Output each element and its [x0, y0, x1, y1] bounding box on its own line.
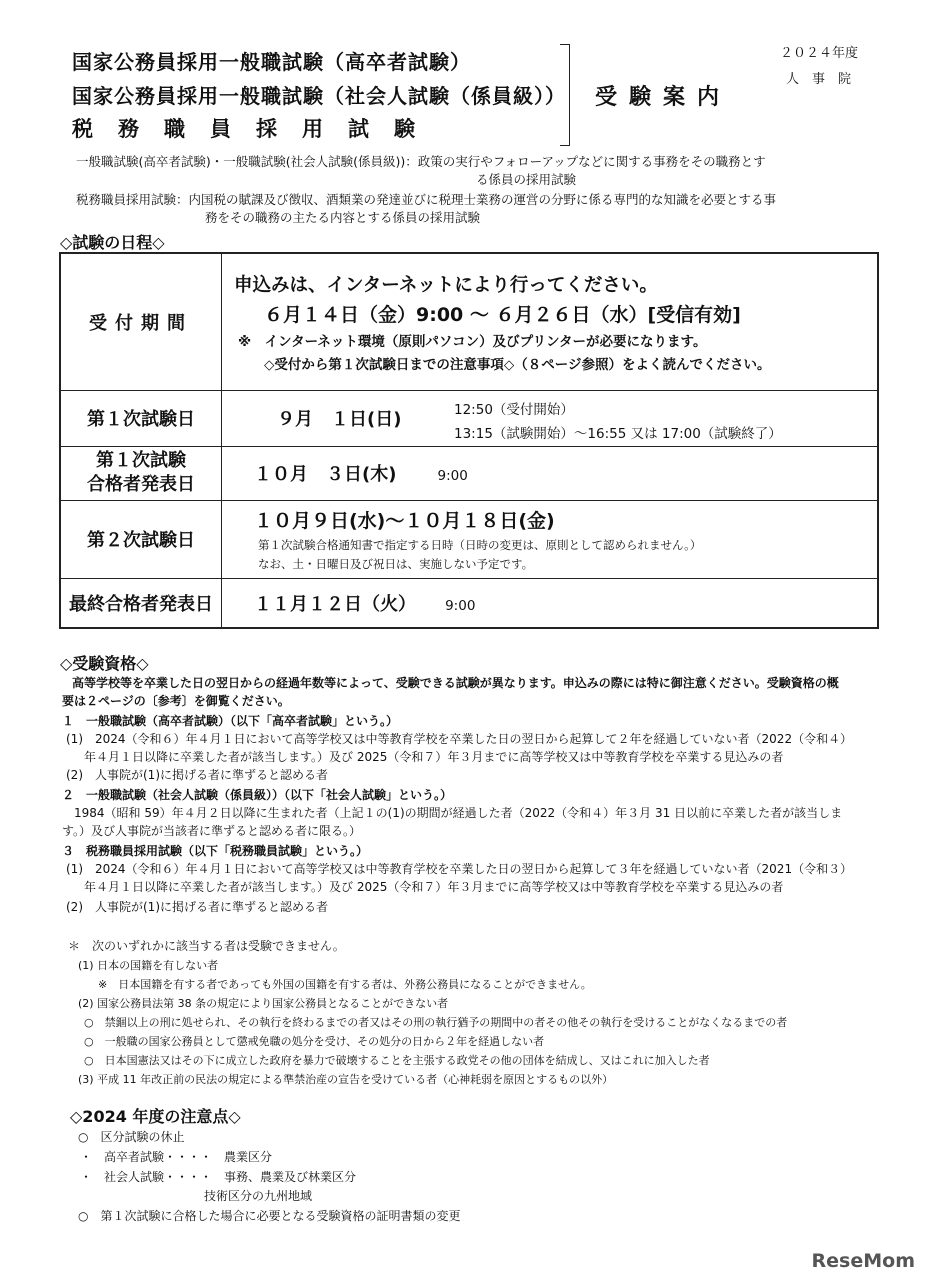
qualification-intro-1: 高等学校等を卒業した日の翌日からの経過年数等によって、受験できる試験が異なります。申込みの際には特に御注意ください。受験資格の概 [72, 676, 839, 690]
notes-line: ○ 区分試験の休止 [78, 1130, 185, 1144]
resemom-logo: ReseMom [811, 1250, 915, 1272]
application-instruction: 申込みは、インターネットにより行ってください。 [234, 274, 658, 296]
year-label: ２０２４年度 [780, 46, 859, 61]
second-exam-note-2: なお、土・日曜日及び祝日は、実施しない予定です。 [258, 557, 534, 571]
row-label: 第２次試験日 [60, 500, 222, 578]
qualification-line: (1) 2024（令和６）年４月１日において高等学校又は中等教育学校を卒業した日の翌日から起算して２年を経過していない者（2022（令和４） [66, 732, 853, 746]
title-line-2: 国家公務員採用一般職試験（社会人試験（係員級）） [72, 84, 566, 108]
ineligible-line: ○ 禁錮以上の刑に処せられ、その執行を終わるまでの者又はその刑の執行猶予の期間中の者その他その執行を受けることがなくなるまでの者 [84, 1016, 788, 1029]
qualification-line: す。）及び人事院が当該者に準ずると認める者に限る。） [62, 824, 362, 838]
qualification-line: (2) 人事院が(1)に掲げる者に準ずると認める者 [66, 900, 328, 914]
definition-1 [76, 153, 766, 170]
definition-2-cont: 務をその職務の主たる内容とする係員の採用試験 [205, 210, 481, 225]
row-content [222, 446, 879, 500]
ineligible-line: (1) 日本の国籍を有しない者 [78, 959, 219, 972]
schedule-row-second-exam [60, 500, 878, 578]
definition-2 [76, 191, 776, 208]
ineligible-line: ○ 日本国憲法又はその下に成立した政府を暴力で破壊することを主張する政党その他の団体を結成し、又はこれに加入した者 [84, 1054, 710, 1067]
definition-term: 税務職員採用試験： [76, 192, 189, 207]
qualification-intro-2: 要は２ページの〔参考〕を御覧ください。 [62, 694, 290, 708]
qualification-line: 1984（昭和 59）年４月２日以降に生まれた者（上記１の(1)の期間が経過した者（2022（令和４）年３月 31 日以前に卒業した者が該当しま [62, 806, 843, 820]
first-exam-date: ９月 １日(日) [277, 409, 402, 430]
qualification-heading: ◇受験資格◇ [60, 654, 149, 673]
ineligible-line: ＊ 次のいずれかに該当する者は受験できません。 [68, 939, 345, 953]
org-label: 人 事 院 [786, 72, 852, 87]
schedule-row-first-exam [60, 390, 878, 446]
ineligible-line: (2) 国家公務員法第 38 条の規定により国家公務員となることができない者 [78, 997, 449, 1010]
ineligible-line: ○ 一般職の国家公務員として懲戒免職の処分を受け、その処分の日から２年を経過しない者 [84, 1035, 545, 1048]
application-requirement: ※ インターネット環境（原則パソコン）及びプリンターが必要になります。 [238, 333, 707, 350]
notes-line: 技術区分の九州地域 [204, 1189, 313, 1203]
title-line-3: 税務職員採用試験 [72, 117, 440, 141]
definition-text: 政策の実行やフォローアップなどに関する事務をその職務とす [417, 154, 766, 169]
row-label: 第１次試験 合格者発表日 [60, 446, 222, 500]
qualification-line: ３ 税務職員採用試験（以下「税務職員試験」という。） [62, 844, 369, 858]
definition-term: 一般職試験(高卒者試験)・一般職試験(社会人試験(係員級))： [76, 154, 418, 169]
ineligible-line: ※ 日本国籍を有する者であっても外国の国籍を有する者は、外務公務員になることができません。 [98, 978, 592, 991]
qualification-line: ２ 一般職試験（社会人試験（係員級））（以下「社会人試験」という。） [62, 788, 453, 802]
first-exam-time-1: 12:50（受付開始） [454, 401, 574, 418]
second-exam-date: １０月９日(水)～１０月１８日(金) [254, 510, 555, 532]
final-result-time: 9:00 [445, 597, 476, 614]
definition-1-cont: る係員の採用試験 [476, 172, 577, 187]
qualification-line: (1) 2024（令和６）年４月１日において高等学校又は中等教育学校を卒業した日の翌日から起算して３年を経過していない者（2021（令和３） [66, 862, 853, 876]
qualification-line: 年４月１日以降に卒業した者が該当します。）及び 2025（令和７）年３月までに高等学校又は中等教育学校を卒業する見込みの者 [72, 880, 784, 894]
guide-title: 受験案内 [595, 85, 732, 110]
ineligible-line: (3) 平成 11 年改正前の民法の規定による準禁治産の宣告を受けている者（心神耗弱を原因とするもの以外） [78, 1073, 614, 1086]
notes-line: ○ 第１次試験に合格した場合に必要となる受験資格の証明書類の変更 [78, 1209, 461, 1223]
notes-line: ・ 高卒者試験・・・・ 農業区分 [80, 1150, 273, 1164]
row-label: 第１次試験日 [60, 390, 222, 446]
qualification-line: １ 一般職試験（高卒者試験）（以下「高卒者試験」という。） [62, 714, 399, 728]
schedule-row-first-result [60, 446, 878, 500]
schedule-row-final-result [60, 578, 878, 628]
row-content [222, 500, 879, 578]
row-label: 最終合格者発表日 [60, 578, 222, 628]
definition-text: 内国税の賦課及び徴収、酒類業の発達並びに税理士業務の運営の分野に係る専門的な知識を必要とする事 [188, 192, 777, 207]
row-content [222, 253, 879, 390]
title-bracket [560, 44, 570, 146]
row-content [222, 390, 879, 446]
first-exam-time-2: 13:15（試験開始）～16:55 又は 17:00（試験終了） [454, 425, 782, 442]
first-result-date: １０月 ３日(木) [254, 464, 397, 485]
second-exam-note-1: 第１次試験合格通知書で指定する日時（日時の変更は、原則として認められません。） [258, 538, 702, 552]
row-label: 受付期間 [60, 253, 222, 390]
schedule-row-application [60, 253, 878, 390]
notes-heading: ◇2024 年度の注意点◇ [70, 1107, 241, 1126]
application-period: ６月１４日（金）9:00 ～ ６月２６日（水）[受信有効] [264, 303, 741, 326]
title-line-1: 国家公務員採用一般職試験（高卒者試験） [72, 50, 471, 74]
final-result-date: １１月１２日（火） [254, 593, 416, 615]
notes-line: ・ 社会人試験・・・・ 事務、農業及び林業区分 [80, 1170, 357, 1184]
qualification-line: 年４月１日以降に卒業した者が該当します。）及び 2025（令和７）年３月までに高等学校又は中等教育学校を卒業する見込みの者 [72, 750, 784, 764]
first-result-time: 9:00 [437, 468, 468, 484]
schedule-heading: ◇試験の日程◇ [60, 233, 165, 252]
qualification-line: (2) 人事院が(1)に掲げる者に準ずると認める者 [66, 768, 328, 782]
schedule-table [59, 252, 879, 629]
application-notice: ◇受付から第１次試験日までの注意事項◇（８ページ参照）をよく読んでください。 [264, 356, 771, 373]
row-content [222, 578, 879, 628]
